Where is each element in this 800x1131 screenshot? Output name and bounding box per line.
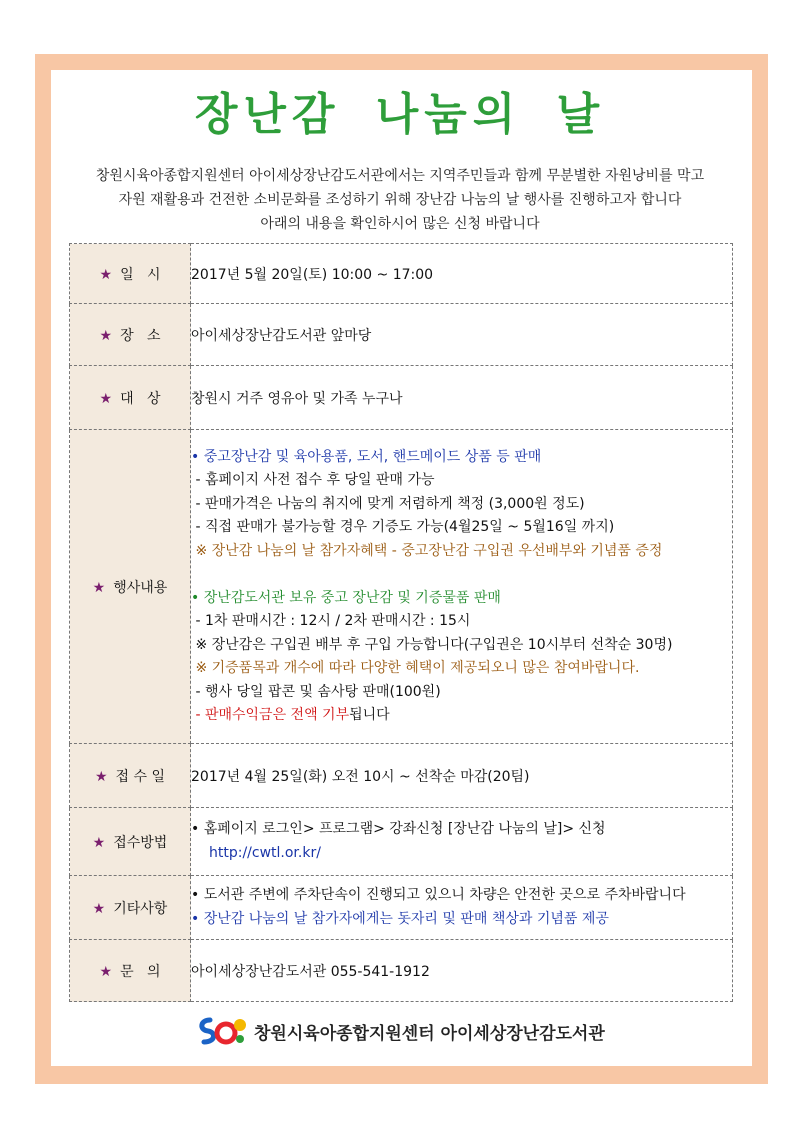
content-line: - 판매가격은 나눔의 취지에 맞게 저렴하게 책정 (3,000원 정도) — [191, 495, 585, 512]
row-etc — [70, 876, 733, 940]
etc-line: • 도서관 주변에 주차단속이 진행되고 있으니 차량은 안전한 곳으로 주차바랍니다 — [191, 887, 686, 903]
etc-line: • 장난감 나눔의 날 참가자에게는 돗자리 및 판매 책상과 기념품 제공 — [191, 910, 609, 927]
footer — [196, 1014, 656, 1048]
star-icon: ★ — [92, 900, 106, 917]
star-icon: ★ — [99, 327, 113, 344]
value-etc — [191, 876, 733, 940]
content-line: • 중고장난감 및 육아용품, 도서, 핸드메이드 상품 등 판매 — [191, 448, 542, 465]
value-inquiry: 아이세상장난감도서관 055-541-1912 — [191, 940, 733, 1002]
value-date: 2017년 5월 20일(토) 10:00 ~ 17:00 — [191, 244, 733, 304]
row-inquiry — [70, 940, 733, 1002]
value-reception: 2017년 4월 25일(화) 오전 10시 ~ 선착순 마감(20팀) — [191, 744, 733, 808]
value-method — [191, 808, 733, 876]
star-icon: ★ — [99, 266, 113, 283]
star-icon: ★ — [92, 834, 106, 851]
label-reception: ★ 접 수 일 — [70, 744, 191, 808]
page-title: 장난감 나눔의 날 — [194, 89, 606, 140]
label-content: ★ 행사내용 — [70, 430, 191, 744]
content-line: ※ 장난감 나눔의 날 참가자혜택 - 중고장난감 구입권 우선배부와 기념품 증정 — [191, 542, 663, 559]
label-etc: ★ 기타사항 — [70, 876, 191, 940]
row-content — [70, 430, 733, 744]
label-inquiry: ★ 문 의 — [70, 940, 191, 1002]
star-icon: ★ — [92, 579, 106, 596]
star-icon: ★ — [99, 963, 113, 980]
method-line: • 홈페이지 로그인> 프로그램> 강좌신청 [장난감 나눔의 날]> 신청 — [191, 821, 606, 837]
content-line-blank — [191, 563, 732, 587]
content-line: - 행사 당일 팝콘 및 솜사탕 판매(100원) — [191, 683, 441, 700]
content-line: - 1차 판매시간 : 12시 / 2차 판매시간 : 15시 — [191, 613, 471, 629]
row-reception — [70, 744, 733, 808]
homepage-link[interactable]: http://cwtl.or.kr/ — [209, 844, 321, 861]
event-info-table — [69, 243, 733, 1002]
intro-line: 창원시육아종합지원센터 아이세상장난감도서관에서는 지역주민들과 함께 무분별한 자원낭비를 막고 — [95, 168, 705, 184]
row-method — [70, 808, 733, 876]
value-place: 아이세상장난감도서관 앞마당 — [191, 304, 733, 366]
row-target — [70, 366, 733, 430]
intro-line: 아래의 내용을 확인하시어 많은 신청 바랍니다 — [260, 216, 540, 232]
row-date — [70, 244, 733, 304]
donation-highlight: - 판매수익금은 전액 기부 — [191, 707, 350, 723]
content-line: ※ 기증품목과 개수에 따라 다양한 혜택이 제공되오니 많은 참여바랍니다. — [191, 660, 640, 676]
intro-text — [0, 164, 800, 236]
center-logo-icon — [196, 1014, 248, 1048]
label-method: ★ 접수방법 — [70, 808, 191, 876]
star-icon: ★ — [94, 768, 108, 785]
row-place — [70, 304, 733, 366]
content-line: • 장난감도서관 보유 중고 장난감 및 기증물품 판매 — [191, 589, 501, 606]
label-place: ★ 장 소 — [70, 304, 191, 366]
label-target: ★ 대 상 — [70, 366, 191, 430]
content-line: ※ 장난감은 구입권 배부 후 구입 가능합니다(구입권은 10시부터 선착순 30명) — [191, 636, 673, 653]
intro-line: 자원 재활용과 건전한 소비문화를 조성하기 위해 장난감 나눔의 날 행사를 진행하고자 합니다 — [118, 192, 682, 208]
content-line: - 홈페이지 사전 접수 후 당일 판매 가능 — [191, 472, 435, 488]
star-icon: ★ — [99, 390, 113, 407]
content-line: - 직접 판매가 불가능할 경우 기증도 가능(4월25일 ~ 5월16일 까지) — [191, 519, 615, 535]
content-lines — [191, 446, 732, 728]
content-line-last: - 판매수익금은 전액 기부됩니다 — [191, 707, 390, 723]
label-date: ★ 일 시 — [70, 244, 191, 304]
value-content — [191, 430, 733, 744]
value-target: 창원시 거주 영유아 및 가족 누구나 — [191, 366, 733, 430]
footer-text: 창원시육아종합지원센터 아이세상장난감도서관 — [254, 1023, 605, 1044]
